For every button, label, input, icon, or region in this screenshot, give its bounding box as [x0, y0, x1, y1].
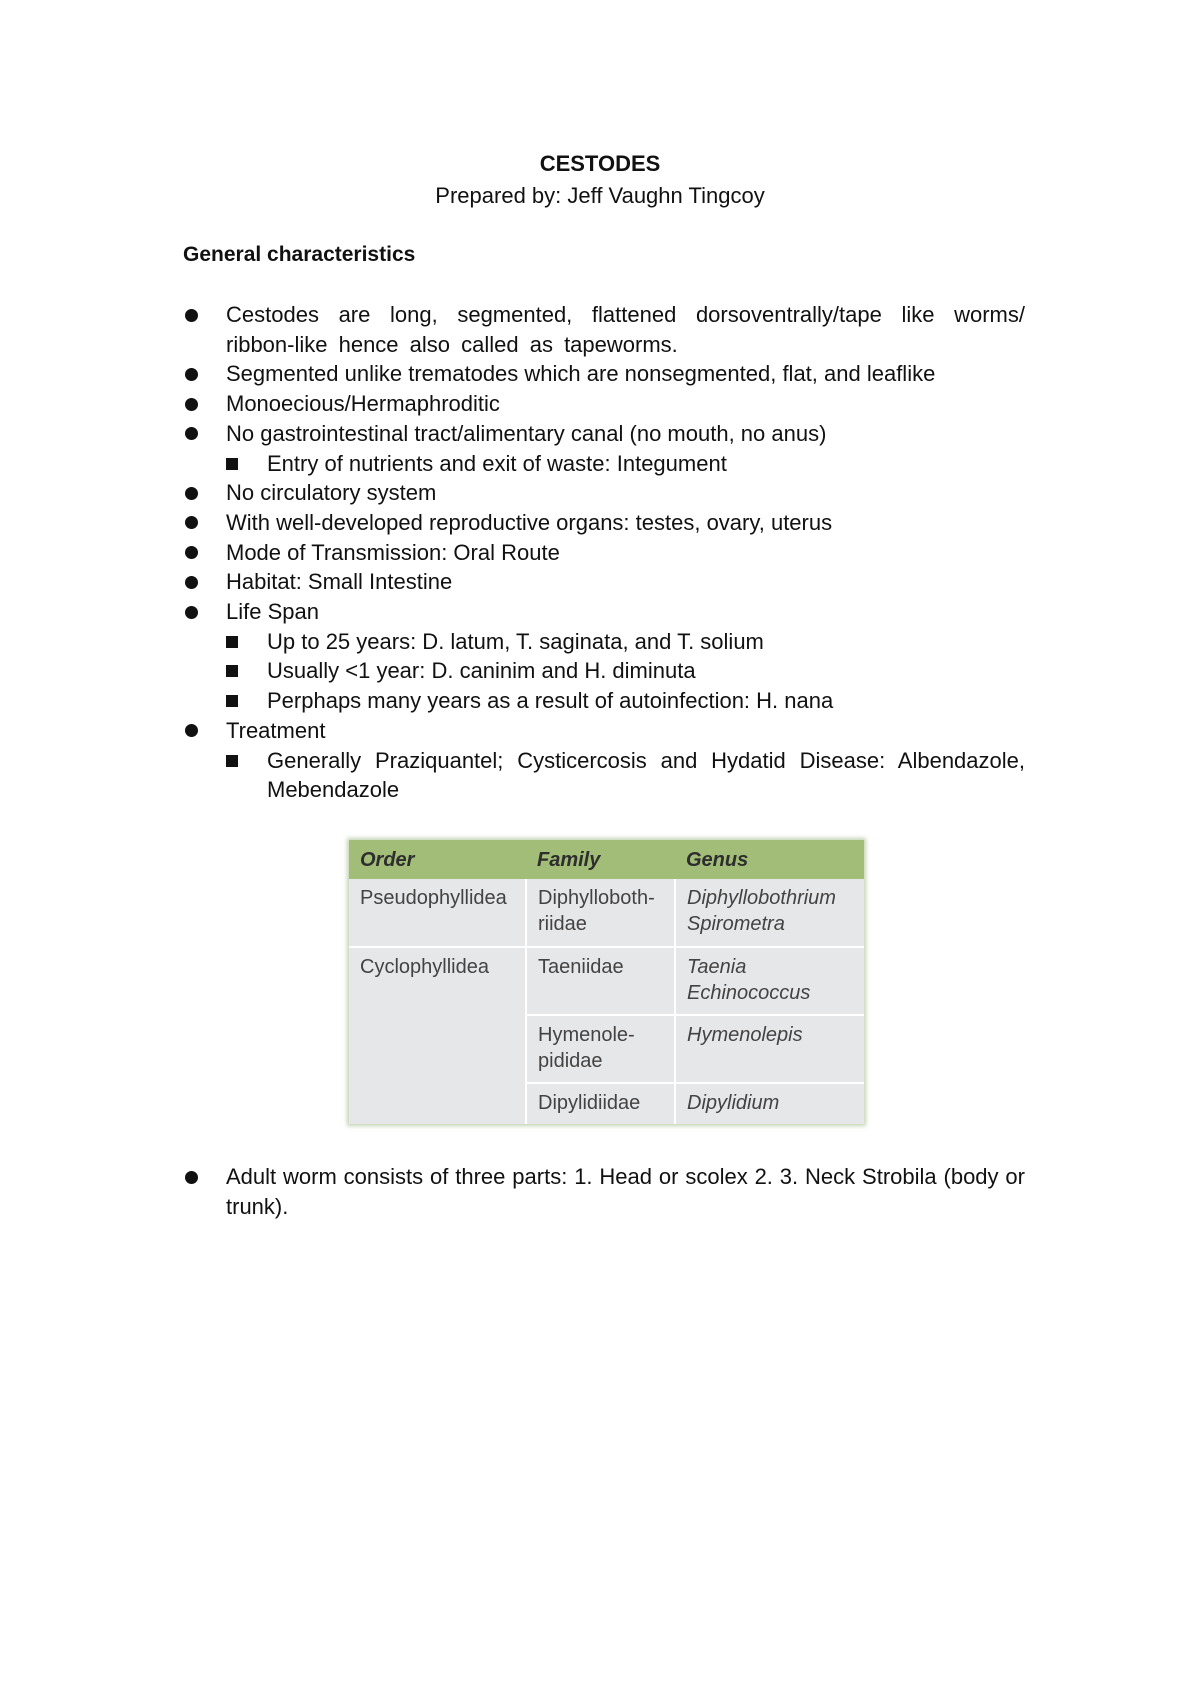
family-name-line: pididae: [538, 1050, 603, 1072]
list-item: [226, 478, 1025, 508]
genus-name: Hymenolepis: [687, 1024, 803, 1046]
sub-list-item: [226, 627, 1025, 657]
bullet-icon: [185, 487, 198, 500]
list-item-text: Monoecious/Hermaphroditic: [226, 391, 500, 417]
list-item: [226, 419, 1025, 478]
genus-cell: [675, 1015, 864, 1083]
table-row: [349, 879, 864, 947]
sub-list-item-text: Entry of nutrients and exit of waste: Integument: [267, 450, 727, 476]
worm-parts-list: [226, 1162, 1025, 1221]
genus-name: Spirometra: [687, 913, 785, 935]
list-item: [226, 300, 1025, 359]
family-cell: [526, 879, 675, 947]
list-item-text: With well-developed reproductive organs: testes, ovary, uterus: [226, 509, 833, 535]
classification-table: [349, 840, 864, 1124]
genus-cell: [675, 1083, 864, 1124]
list-item: [226, 359, 1025, 389]
square-bullet-icon: [226, 636, 238, 648]
bullet-icon: [185, 427, 198, 440]
list-item-text: No gastrointestinal tract/alimentary canal (no mouth, no anus): [226, 420, 827, 446]
bullet-icon: [185, 309, 198, 322]
table-header-row: [349, 840, 864, 879]
genus-name: Echinococcus: [687, 982, 811, 1004]
genus-cell: [675, 879, 864, 947]
document-title: CESTODES: [539, 151, 661, 176]
section-heading: General characteristics: [183, 243, 416, 266]
list-item: [226, 538, 1025, 568]
order-name: Cyclophyllidea: [360, 956, 489, 978]
list-item-text: Segmented unlike trematodes which are nonsegmented, flat, and leaflike: [226, 361, 936, 387]
square-bullet-icon: [226, 458, 238, 470]
characteristics-list: [226, 300, 1025, 805]
sub-list-item-text: Generally Praziquantel; Cysticercosis and Hydatid Disease: Albendazole, Mebendazole: [267, 747, 1025, 803]
list-item-text: Habitat: Small Intestine: [226, 569, 453, 595]
genus-cell: [675, 947, 864, 1015]
list-item-text: Cestodes are long, segmented, flattened dorsoventrally/tape like worms/ ribbon-like hence also called as tapeworms.: [226, 302, 1025, 357]
list-item: [226, 389, 1025, 419]
bullet-icon: [185, 368, 198, 381]
bullet-icon: [185, 724, 198, 737]
family-name-line: riidae: [538, 913, 587, 935]
sub-list: [226, 746, 1025, 805]
order-cell: [349, 879, 526, 947]
square-bullet-icon: [226, 755, 238, 767]
list-item-text: Life Span: [226, 599, 319, 625]
bullet-icon: [185, 516, 198, 529]
list-item: [226, 597, 1025, 716]
square-bullet-icon: [226, 665, 238, 677]
list-item: [226, 567, 1025, 597]
square-bullet-icon: [226, 695, 238, 707]
sub-list-item: [226, 686, 1025, 716]
header-genus: Genus: [675, 840, 864, 879]
genus-name: Diphyllobothrium: [687, 887, 836, 909]
list-item: [226, 1162, 1025, 1221]
classification-table-grid: [349, 840, 864, 1124]
genus-name: Dipylidium: [687, 1092, 780, 1114]
list-item-text: Mode of Transmission: Oral Route: [226, 539, 560, 565]
list-item: [226, 716, 1025, 805]
family-name-line: Dipylidiidae: [538, 1092, 641, 1114]
order-name: Pseudophyllidea: [360, 887, 507, 909]
sub-list: [226, 449, 1025, 479]
sub-list-item: [226, 449, 1025, 479]
bullet-icon: [185, 576, 198, 589]
list-item-text: Treatment: [226, 717, 326, 743]
family-cell: [526, 1015, 675, 1083]
sub-list-item: [226, 746, 1025, 805]
family-cell: [526, 947, 675, 1015]
document-author: Prepared by: Jeff Vaughn Tingcoy: [435, 183, 765, 208]
list-item-text: No circulatory system: [226, 480, 437, 506]
bullet-icon: [185, 398, 198, 411]
genus-name: Taenia: [687, 956, 747, 978]
family-name-line: Taeniidae: [538, 956, 624, 978]
bullet-icon: [185, 606, 198, 619]
header-order: Order: [349, 840, 526, 879]
sub-list-item-text: Up to 25 years: D. latum, T. saginata, and T. solium: [267, 628, 764, 654]
list-item-text: Adult worm consists of three parts: 1. Head or scolex 2. 3. Neck Strobila (body or trunk).: [226, 1164, 1025, 1219]
table-row: [349, 947, 864, 1015]
bullet-icon: [185, 1171, 198, 1184]
family-cell: [526, 1083, 675, 1124]
header-family: Family: [526, 840, 675, 879]
sub-list-item: [226, 656, 1025, 686]
bullet-icon: [185, 546, 198, 559]
family-name-line: Diphylloboth-: [538, 887, 655, 909]
sub-list: [226, 627, 1025, 716]
sub-list-item-text: Usually <1 year: D. caninim and H. diminuta: [267, 658, 696, 684]
sub-list-item-text: Perphaps many years as a result of autoinfection: H. nana: [267, 688, 834, 714]
list-item: [226, 508, 1025, 538]
family-name-line: Hymenole-: [538, 1024, 635, 1046]
order-cell: [349, 947, 526, 1124]
